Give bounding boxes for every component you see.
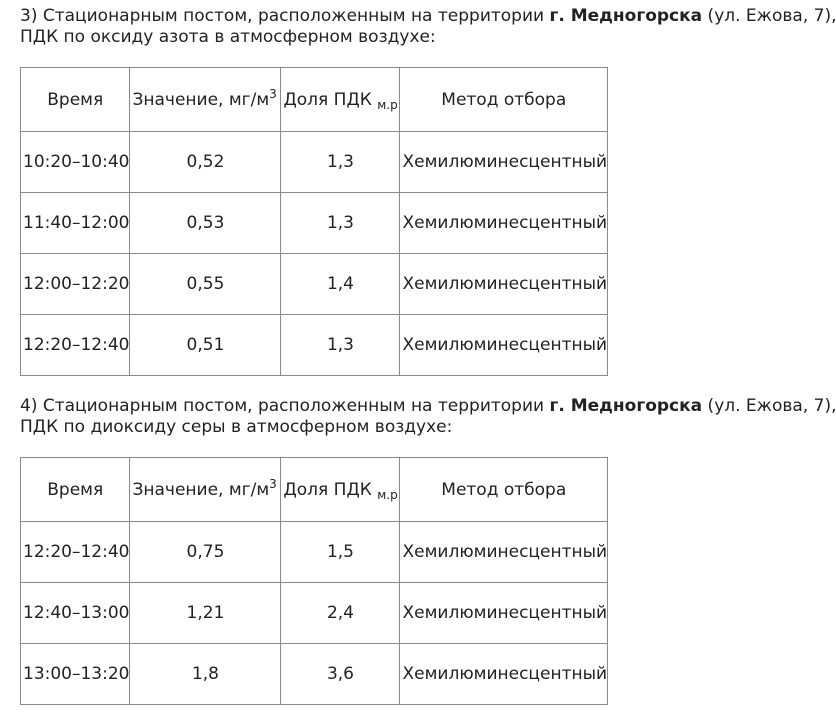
header-share: Доля ПДК $_{м.р}$ <box>281 458 400 522</box>
section-3-prefix: 3) Стационарным постом, расположенным на территории <box>20 6 550 26</box>
header-time: Время <box>21 458 130 522</box>
cell-method: Хемилюминесцентный <box>400 315 608 376</box>
cell-time: 12:00–12:20 <box>21 254 130 315</box>
header-time: Время <box>21 68 130 132</box>
cell-time: 12:20–12:40 <box>21 315 130 376</box>
section-4-line2: ПДК по диоксиду серы в атмосферном воздухе: <box>20 417 453 437</box>
section-4-city: г. Медногорска <box>549 396 703 416</box>
cell-value: 1,8 <box>130 644 281 705</box>
cell-method: Хемилюминесцентный <box>400 254 608 315</box>
header-value: Значение, $мг/м^3$ <box>130 68 281 132</box>
cell-method: Хемилюминесцентный <box>400 644 608 705</box>
cell-value: 0,51 <box>130 315 281 376</box>
cell-share: 1,3 <box>281 315 400 376</box>
table-row <box>21 254 608 315</box>
cell-time: 10:20–10:40 <box>21 132 130 193</box>
header-method: Метод отбора <box>400 68 608 132</box>
cell-method: Хемилюминесцентный <box>400 193 608 254</box>
cell-method: Хемилюминесцентный <box>400 132 608 193</box>
cell-share: 3,6 <box>281 644 400 705</box>
cell-method: Хемилюминесцентный <box>400 522 608 583</box>
cell-share: 1,3 <box>281 193 400 254</box>
cell-time: 12:40–13:00 <box>21 583 130 644</box>
section-3-line2: ПДК по оксиду азота в атмосферном воздухе: <box>20 27 436 47</box>
table-row <box>21 132 608 193</box>
cell-share: 1,4 <box>281 254 400 315</box>
header-share: Доля ПДК $_{м.р}$ <box>281 68 400 132</box>
cell-time: 11:40–12:00 <box>21 193 130 254</box>
cell-share: 2,4 <box>281 583 400 644</box>
section-4-suffix: (ул. Ежова, 7), <box>702 396 836 416</box>
table-header-row <box>21 68 608 132</box>
section-3-city: г. Медногорска <box>549 6 703 26</box>
header-method: Метод отбора <box>400 458 608 522</box>
section-3-intro <box>20 6 836 48</box>
cell-share: 1,5 <box>281 522 400 583</box>
table-row <box>21 315 608 376</box>
table-row <box>21 644 608 705</box>
cell-time: 12:20–12:40 <box>21 522 130 583</box>
table-header-row <box>21 458 608 522</box>
cell-value: 0,53 <box>130 193 281 254</box>
cell-share: 1,3 <box>281 132 400 193</box>
table-row <box>21 193 608 254</box>
cell-value: 1,21 <box>130 583 281 644</box>
cell-time: 13:00–13:20 <box>21 644 130 705</box>
nitrogen-oxide-table <box>20 67 608 376</box>
cell-value: 0,55 <box>130 254 281 315</box>
cell-value: 0,52 <box>130 132 281 193</box>
header-value: Значение, $мг/м^3$ <box>130 458 281 522</box>
sulfur-dioxide-table <box>20 457 608 705</box>
section-4-intro <box>20 396 836 438</box>
section-3-suffix: (ул. Ежова, 7), <box>702 6 836 26</box>
cell-method: Хемилюминесцентный <box>400 583 608 644</box>
table-row <box>21 522 608 583</box>
cell-value: 0,75 <box>130 522 281 583</box>
table-row <box>21 583 608 644</box>
section-4-prefix: 4) Стационарным постом, расположенным на территории <box>20 396 550 416</box>
